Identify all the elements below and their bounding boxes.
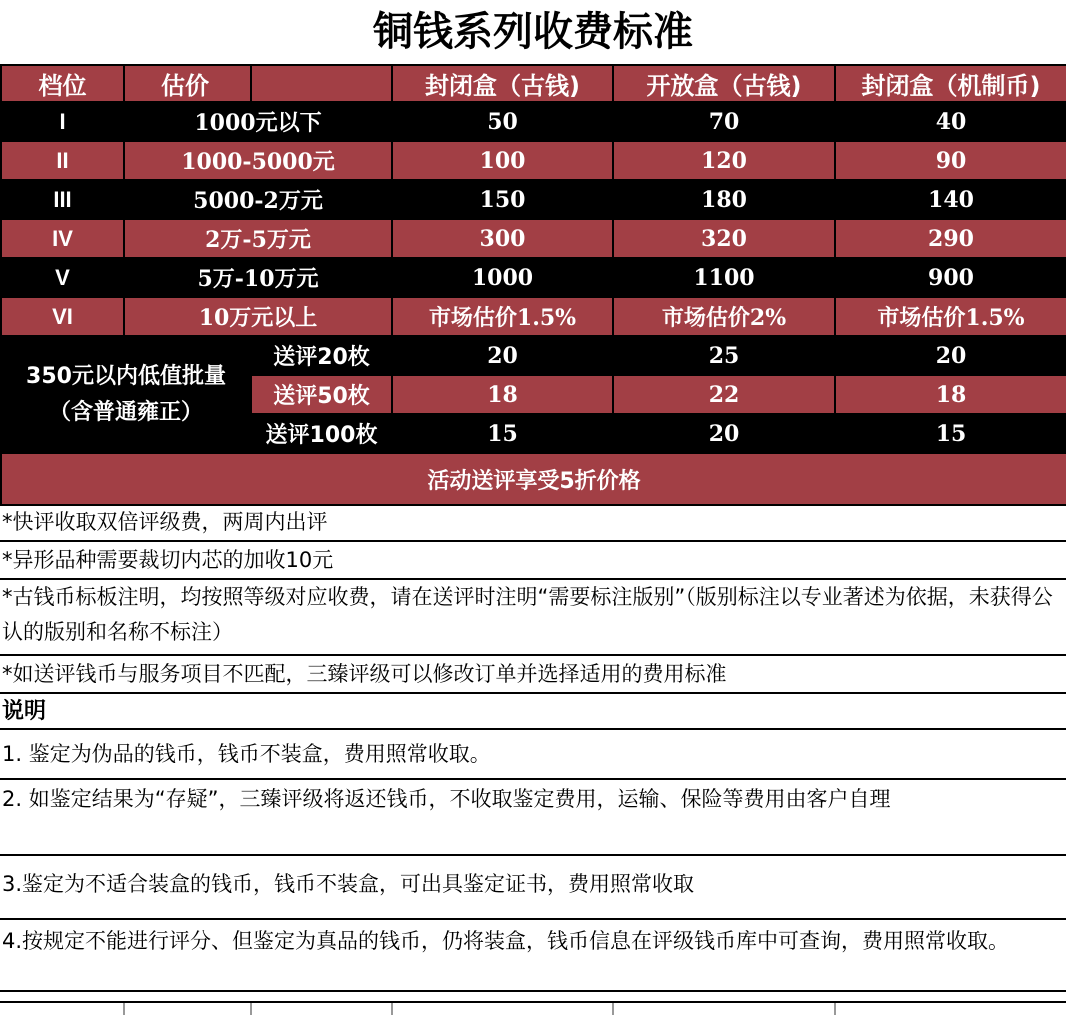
explanation-title: 说明 [0, 694, 1066, 730]
price-cell: 320 [613, 219, 835, 258]
table-header-row [1, 65, 1066, 102]
price-cell: 300 [392, 219, 613, 258]
price-cell: 90 [835, 141, 1066, 180]
level-cell: VI [1, 297, 124, 336]
header-estimate: 估价 [124, 65, 251, 102]
price-cell: 140 [835, 180, 1066, 219]
bulk-qty-cell: 送评100枚 [251, 414, 392, 453]
fee-table [0, 64, 1066, 506]
price-cell: 市场估价1.5% [835, 297, 1066, 336]
estimate-cell: 10万元以上 [124, 297, 392, 336]
price-cell: 70 [613, 102, 835, 141]
price-cell: 22 [613, 375, 835, 414]
estimate-cell: 1000-5000元 [124, 141, 392, 180]
price-cell: 1000 [392, 258, 613, 297]
bulk-qty-cell: 送评50枚 [251, 375, 392, 414]
page-title: 铜钱系列收费标准 [373, 9, 693, 55]
table-row [1, 102, 1066, 141]
explanation-item: 4.按规定不能进行评分、但鉴定为真品的钱币，仍将装盒，钱币信息在评级钱币库中可查询，费用照常收取。 [0, 920, 1066, 992]
table-row [1, 141, 1066, 180]
price-cell: 市场估价1.5% [392, 297, 613, 336]
estimate-cell: 5000-2万元 [124, 180, 392, 219]
note-item: *异形品种需要裁切内芯的加收10元 [0, 542, 1066, 580]
price-cell: 50 [392, 102, 613, 141]
bulk-label-line2: （含普通雍正） [48, 399, 203, 425]
promo-row [1, 453, 1066, 505]
level-cell: V [1, 258, 124, 297]
price-cell: 120 [613, 141, 835, 180]
price-cell: 20 [392, 336, 613, 375]
promo-text: 活动送评享受5折价格 [1, 453, 1066, 505]
price-cell: 15 [392, 414, 613, 453]
price-cell: 900 [835, 258, 1066, 297]
explanation-item: 2. 如鉴定结果为“存疑”，三臻评级将返还钱币，不收取鉴定费用，运输、保险等费用由客户自理 [0, 780, 1066, 856]
level-cell: II [1, 141, 124, 180]
price-cell: 180 [613, 180, 835, 219]
bulk-label-line1: 350元以内低值批量 [26, 363, 226, 389]
table-row [1, 219, 1066, 258]
column-divider [834, 1003, 836, 1015]
note-item: *古钱币标板注明，均按照等级对应收费，请在送评时注明“需要标注版别”（版别标注以专业著述为依据，未获得公认的版别和名称不标注） [0, 580, 1066, 656]
column-divider [612, 1003, 614, 1015]
header-open-box-ancient: 开放盒（古钱) [613, 65, 835, 102]
price-cell: 18 [835, 375, 1066, 414]
bulk-qty-cell: 送评20枚 [251, 336, 392, 375]
price-cell: 15 [835, 414, 1066, 453]
level-cell: I [1, 102, 124, 141]
note-item: *快评收取双倍评级费，两周内出评 [0, 504, 1066, 542]
level-cell: III [1, 180, 124, 219]
estimate-cell: 2万-5万元 [124, 219, 392, 258]
estimate-cell: 1000元以下 [124, 102, 392, 141]
bottom-table-edge [0, 1001, 1066, 1015]
price-cell: 25 [613, 336, 835, 375]
column-divider [123, 1003, 125, 1015]
table-row [1, 180, 1066, 219]
header-closed-box-machine: 封闭盒（机制币) [835, 65, 1066, 102]
table-row [1, 258, 1066, 297]
price-cell: 18 [392, 375, 613, 414]
header-closed-box-ancient: 封闭盒（古钱) [392, 65, 613, 102]
price-cell: 40 [835, 102, 1066, 141]
explanation-item: 1. 鉴定为伪品的钱币，钱币不装盒，费用照常收取。 [0, 730, 1066, 780]
price-cell: 市场估价2% [613, 297, 835, 336]
header-level: 档位 [1, 65, 124, 102]
column-divider [250, 1003, 252, 1015]
header-blank [251, 65, 392, 102]
price-cell: 290 [835, 219, 1066, 258]
price-cell: 150 [392, 180, 613, 219]
table-row [1, 297, 1066, 336]
estimate-cell: 5万-10万元 [124, 258, 392, 297]
column-divider [391, 1003, 393, 1015]
explanation-item: 3.鉴定为不适合装盒的钱币，钱币不装盒，可出具鉴定证书，费用照常收取 [0, 856, 1066, 920]
price-cell: 20 [835, 336, 1066, 375]
notes-section [0, 504, 1066, 992]
level-cell: IV [1, 219, 124, 258]
bulk-label [1, 336, 251, 453]
price-cell: 100 [392, 141, 613, 180]
price-cell: 20 [613, 414, 835, 453]
bulk-row [1, 336, 1066, 375]
price-cell: 1100 [613, 258, 835, 297]
note-item: *如送评钱币与服务项目不匹配，三臻评级可以修改订单并选择适用的费用标准 [0, 656, 1066, 694]
